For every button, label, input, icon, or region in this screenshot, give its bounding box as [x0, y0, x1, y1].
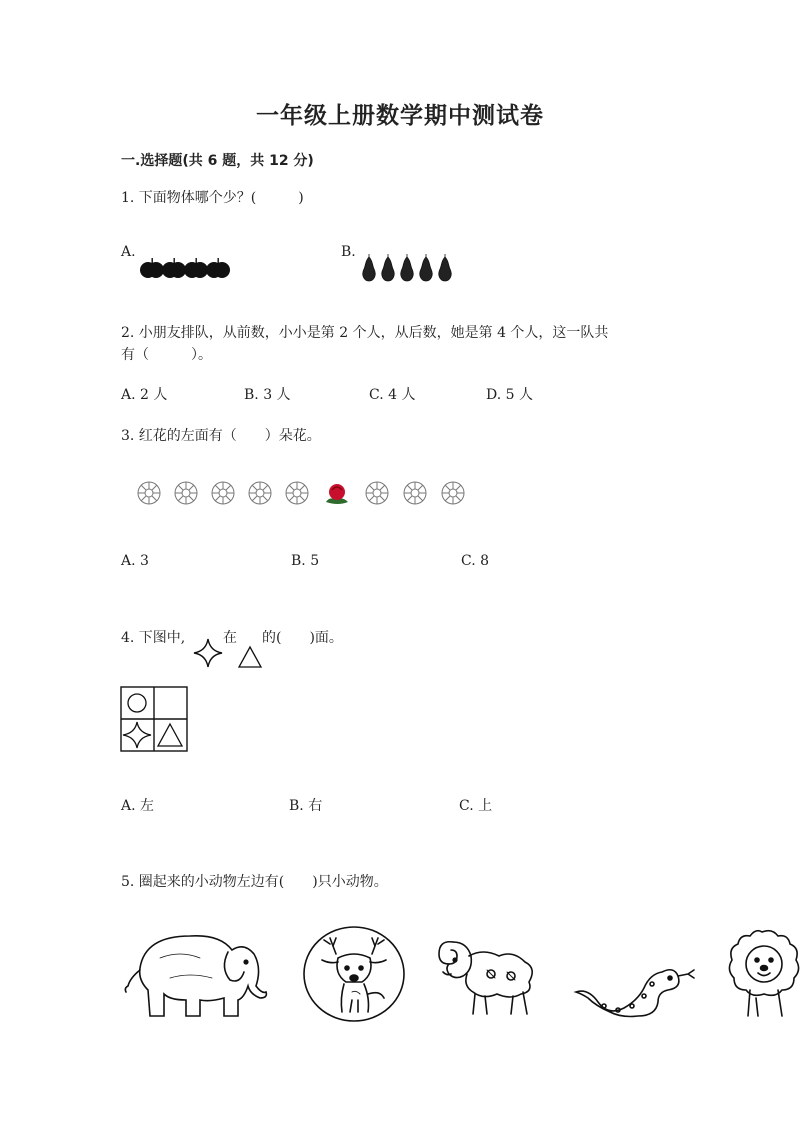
- q4-option-a[interactable]: A. 左: [121, 798, 155, 814]
- apples-group: [140, 256, 240, 282]
- pear-icon: [363, 254, 375, 281]
- white-flower-icon: [366, 482, 388, 504]
- q2-option-d[interactable]: D. 5 人: [486, 387, 533, 403]
- triangle-icon: [158, 724, 182, 746]
- q2-option-c[interactable]: C. 4 人: [369, 387, 416, 403]
- pear-icon: [382, 254, 394, 281]
- question-4-prefix: 4. 下图中,: [121, 630, 186, 646]
- triangle-icon: [238, 646, 262, 668]
- q1-option-a[interactable]: A.: [121, 244, 136, 260]
- star-icon: [123, 722, 151, 748]
- q4-option-b[interactable]: B. 右: [289, 798, 323, 814]
- apple-icon: [140, 258, 164, 278]
- question-2-line2: 有（ ）。: [121, 347, 212, 363]
- apple-icon: [162, 258, 186, 278]
- red-flower-icon: [326, 484, 348, 504]
- q3-option-a[interactable]: A. 3: [121, 553, 149, 569]
- white-flower-icon: [212, 482, 234, 504]
- white-flower-icon: [404, 482, 426, 504]
- question-4-suffix: 的( )面。: [262, 630, 343, 646]
- white-flower-icon: [138, 482, 160, 504]
- sheep-icon: [433, 934, 541, 1020]
- snake-icon: [574, 958, 702, 1020]
- question-2-line1: 2. 小朋友排队，从前数，小小是第 2 个人，从后数，她是第 4 个人，这一队共: [121, 325, 609, 341]
- star-icon: [193, 638, 223, 668]
- lion-icon: [726, 928, 800, 1022]
- question-4-middle: 在: [223, 630, 237, 646]
- q1-option-b[interactable]: B.: [341, 244, 356, 260]
- q4-option-c[interactable]: C. 上: [459, 798, 493, 814]
- pear-icon: [420, 254, 432, 281]
- white-flower-icon: [175, 482, 197, 504]
- question-5-text: 5. 圈起来的小动物左边有( )只小动物。: [121, 874, 388, 890]
- question-1-text: 1. 下面物体哪个少？( ): [121, 190, 304, 206]
- white-flower-icon: [249, 482, 271, 504]
- question-3-text: 3. 红花的左面有（ ）朵花。: [121, 428, 321, 444]
- pear-icon: [439, 254, 451, 281]
- shape-grid: [120, 686, 188, 752]
- elephant-icon: [120, 928, 270, 1023]
- q3-option-b[interactable]: B. 5: [291, 553, 320, 569]
- flowers-row: [136, 480, 476, 508]
- q2-option-a[interactable]: A. 2 人: [121, 387, 168, 403]
- apple-icon: [184, 258, 208, 278]
- section-heading: 一.选择题(共 6 题，共 12 分): [121, 153, 314, 169]
- deer-icon: [300, 924, 408, 1024]
- pear-icon: [401, 254, 413, 281]
- circle-icon: [128, 694, 146, 712]
- white-flower-icon: [286, 482, 308, 504]
- q2-option-b[interactable]: B. 3 人: [244, 387, 291, 403]
- pears-group: [360, 253, 460, 283]
- q3-option-c[interactable]: C. 8: [461, 553, 490, 569]
- page-title: 一年级上册数学期中测试卷: [256, 103, 544, 129]
- apple-icon: [206, 258, 230, 278]
- white-flower-icon: [442, 482, 464, 504]
